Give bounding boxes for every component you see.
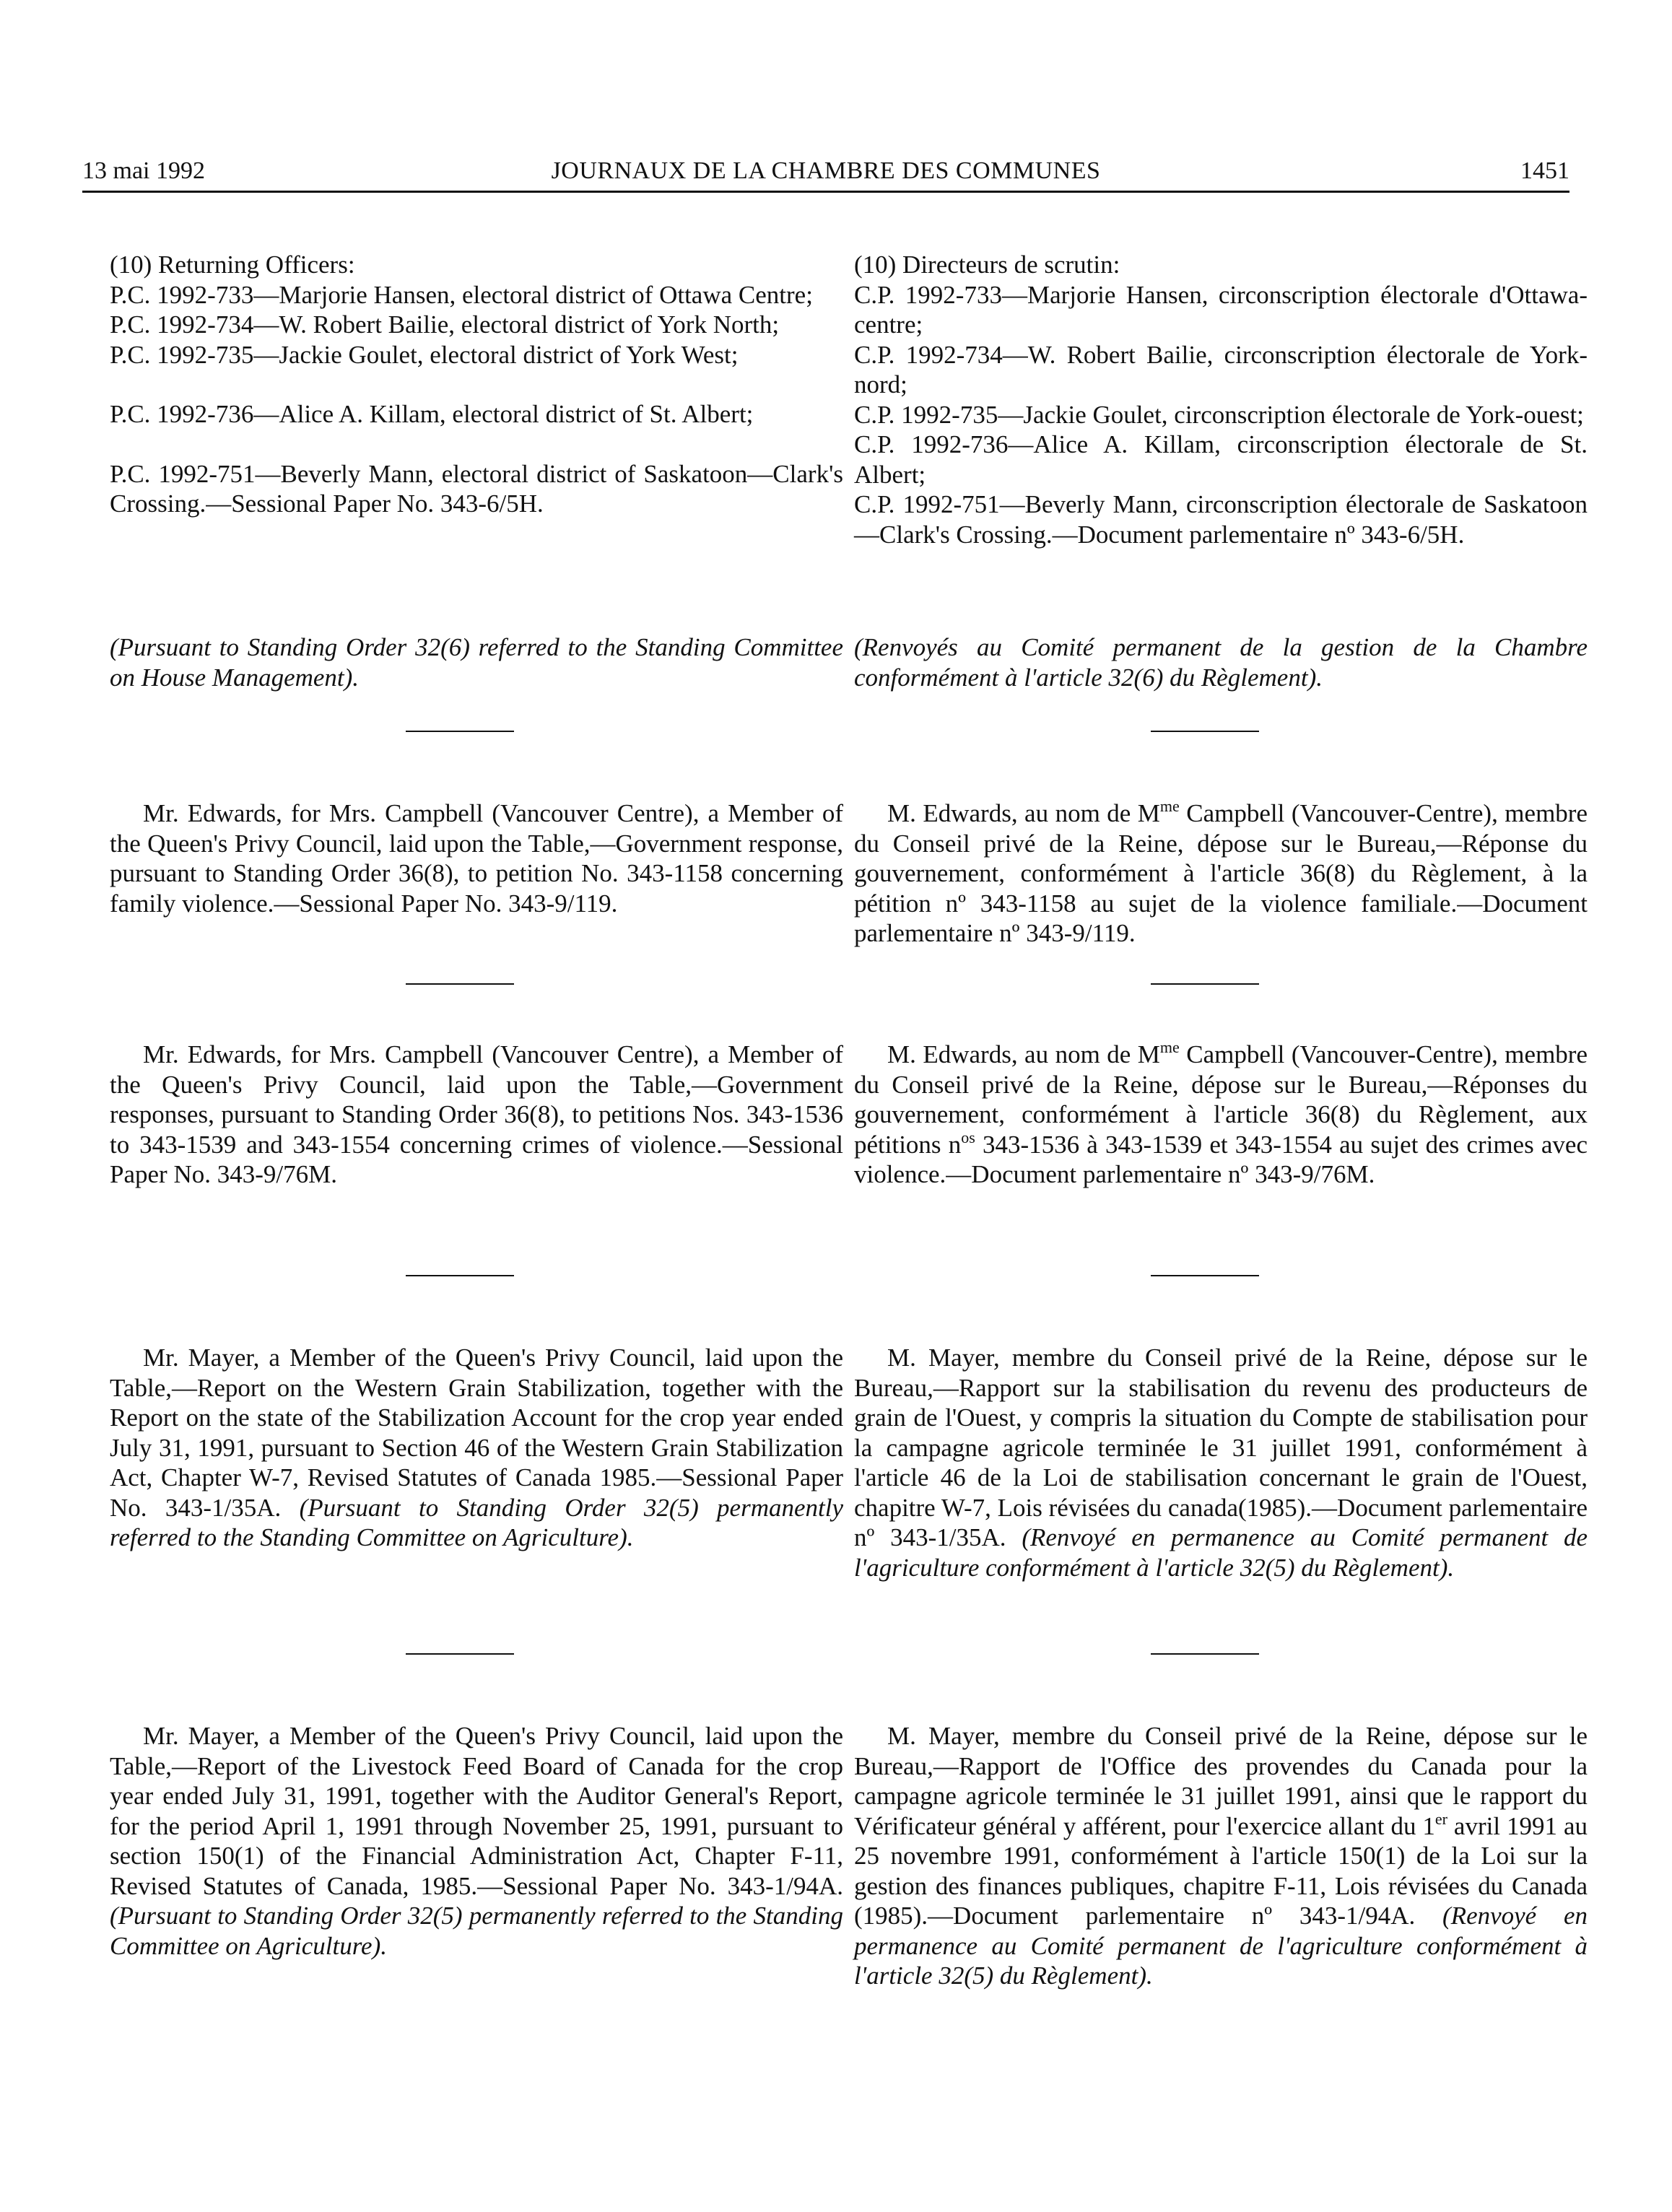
en-separator — [406, 1653, 514, 1655]
en-paragraph-4 — [110, 1721, 843, 1961]
en-returning-item: P.C. 1992-733—Marjorie Hansen, electoral district of Ottawa Centre; — [110, 280, 813, 309]
fr-para4-text-a: M. Mayer, membre du Conseil privé de la Reine, dépose sur le Bureau,—Rapport de l'Office des provendes du Canada pour la campagne agricole terminée le 31 juillet 1991, ainsi que le rapport du Vérificateur général y afférent, pour l'exercice allant du 1 — [854, 1722, 1588, 1840]
fr-para4 — [854, 1721, 1588, 1991]
en-para4 — [110, 1721, 843, 1961]
en-paragraph-3 — [110, 1343, 843, 1553]
fr-para2-sup: me — [1159, 1038, 1180, 1056]
en-para1-text: Mr. Edwards, for Mrs. Campbell (Vancouver Centre), a Member of the Queen's Privy Council, laid upon the Table,—Government response, pursuant to Standing Order 36(8), to petition No. 343-1158 concerning family violence.—Sessional Paper No. 343-9/119. — [110, 799, 843, 918]
fr-para4-sup: er — [1434, 1809, 1447, 1828]
fr-returning-referral: (Renvoyés au Comité permanent de la gestion de la Chambre conformément à l'article 32(6) du Règlement). — [854, 633, 1588, 692]
header-date: 13 mai 1992 — [82, 157, 205, 184]
fr-returning-item: C.P. 1992-734—W. Robert Bailie, circonscription électorale de York-nord; — [854, 340, 1588, 399]
en-para4-text: Mr. Mayer, a Member of the Queen's Privy Council, laid upon the Table,—Report of the Livestock Feed Board of Canada for the crop year ended July 31, 1991, together with the Auditor General's Report, for the period April 1, 1991 through November 25, 1991, pursuant to section 150(1) of the Financial Administration Act, Chapter F-11, Revised Statutes of Canada, 1985.—Sessional Paper No. 343-1/94A. — [110, 1722, 843, 1900]
en-para3-text: Mr. Mayer, a Member of the Queen's Privy Council, laid upon the Table,—Report on the Western Grain Stabilization, together with the Report on the state of the Stabilization Account for the crop year ended July 31, 1991, pursuant to Section 46 of the Western Grain Stabilization Act, Chapter W-7, Revised Statutes of Canada 1985.—Sessional Paper No. 343-1/35A. — [110, 1344, 843, 1522]
en-returning-item: P.C. 1992-736—Alice A. Killam, electoral district of St. Albert; — [110, 400, 754, 428]
en-returning-officers — [110, 250, 843, 519]
en-returning-referral: (Pursuant to Standing Order 32(6) referred to the Standing Committee on House Management). — [110, 633, 843, 692]
fr-para2-text-b: Campbell (Vancouver-Centre), membre du Conseil privé de la Reine, dépose sur le Bureau,—Réponses du gouvernement, conformément à l'article 36(8) du Règlement, aux pétitions n — [854, 1040, 1588, 1159]
fr-para2-text-a: M. Edwards, au nom de M — [887, 1040, 1160, 1068]
fr-para2-text-c: 343-1536 à 343-1539 et 343-1554 au sujet des crimes avec violence.—Document parlementaire nº 343-9/76M. — [854, 1130, 1588, 1188]
fr-separator — [1151, 731, 1259, 732]
en-para4-referral: (Pursuant to Standing Order 32(5) permanently referred to the Standing Committee on Agriculture). — [110, 1902, 843, 1960]
fr-returning-item: C.P. 1992-735—Jackie Goulet, circonscription électorale de York-ouest; — [854, 400, 1584, 429]
fr-returning-item: C.P. 1992-736—Alice A. Killam, circonscription électorale de St. Albert; — [854, 430, 1588, 489]
en-para3 — [110, 1343, 843, 1553]
fr-para4-text-b: avril 1991 au 25 novembre 1991, conformément à l'article 150(1) de la Loi sur la gestion des finances publiques, chapitre F-11, Lois révisées du Canada (1985).—Document parlementaire nº 343-1/94A. — [854, 1811, 1588, 1930]
fr-para4-referral: (Renvoyé en permanence au Comité permanent de l'agriculture conformément à l'article 32(5) du Règlement). — [854, 1902, 1588, 1990]
fr-separator — [1151, 1653, 1259, 1655]
fr-returning-referral-block — [854, 632, 1588, 692]
header-title: JOURNAUX DE LA CHAMBRE DES COMMUNES — [551, 157, 1101, 184]
en-para2-text: Mr. Edwards, for Mrs. Campbell (Vancouver Centre), a Member of the Queen's Privy Council, laid upon the Table,—Government responses, pursuant to Standing Order 36(8), to petitions Nos. 343-1536 to 343-1539 and 343-1554 concerning crimes of violence.—Sessional Paper No. 343-9/76M. — [110, 1040, 843, 1188]
en-separator — [406, 983, 514, 985]
fr-returning-officers — [854, 250, 1588, 549]
header-rule — [82, 191, 1569, 193]
fr-returning-item: C.P. 1992-751—Beverly Mann, circonscription électorale de Saskatoon—Clark's Crossing.—Document parlementaire nº 343-6/5H. — [854, 490, 1588, 549]
en-separator — [406, 731, 514, 732]
running-header — [82, 154, 1569, 188]
fr-para1 — [854, 798, 1588, 949]
fr-returning-item: C.P. 1992-733—Marjorie Hansen, circonscription électorale d'Ottawa-centre; — [854, 280, 1588, 339]
fr-para3-referral: (Renvoyé en permanence au Comité permanent de l'agriculture conformément à l'article 32(5) du Règlement). — [854, 1523, 1588, 1582]
en-returning-item: P.C. 1992-734—W. Robert Bailie, electoral district of York North; — [110, 310, 780, 339]
page-number: 1451 — [1520, 157, 1569, 184]
fr-separator — [1151, 983, 1259, 985]
en-separator — [406, 1275, 514, 1276]
en-returning-item: P.C. 1992-735—Jackie Goulet, electoral district of York West; — [110, 340, 739, 369]
en-paragraph-2 — [110, 1040, 843, 1190]
fr-paragraph-2 — [854, 1040, 1588, 1190]
en-para3-referral: (Pursuant to Standing Order 32(5) permanently referred to the Standing Committee on Agriculture). — [110, 1493, 844, 1551]
fr-para3-text: M. Mayer, membre du Conseil privé de la Reine, dépose sur le Bureau,—Rapport sur la stabilisation du revenu des producteurs de grain de l'Ouest, y compris la situation du Compte de stabilisation pour la campagne agricole terminée le 31 juillet 1991, conformément à l'article 46 de la Loi de stabilisation concernant le grain de l'Ouest, chapitre W-7, Lois révisées du canada(1985).—Document parlementaire nº 343-1/35A. — [854, 1344, 1588, 1551]
fr-para2-sup2: os — [961, 1128, 975, 1146]
fr-para2 — [854, 1040, 1588, 1190]
en-returning-referral-block — [110, 632, 843, 692]
fr-returning-heading: (10) Directeurs de scrutin: — [854, 251, 1120, 279]
en-paragraph-1 — [110, 798, 843, 918]
fr-paragraph-3 — [854, 1343, 1588, 1582]
en-returning-heading: (10) Returning Officers: — [110, 251, 355, 279]
fr-paragraph-1 — [854, 798, 1588, 949]
fr-para1-sup: me — [1159, 797, 1180, 815]
fr-para1-text-b: Campbell (Vancouver-Centre), membre du Conseil privé de la Reine, dépose sur le Bureau,—Réponse du gouvernement, conformément à l'article 36(8) du Règlement, à la pétition nº 343-1158 au sujet de la violence familiale.—Document parlementaire nº 343-9/119. — [854, 799, 1588, 947]
fr-paragraph-4 — [854, 1721, 1588, 1991]
fr-separator — [1151, 1275, 1259, 1276]
fr-para3 — [854, 1343, 1588, 1582]
en-returning-item: P.C. 1992-751—Beverly Mann, electoral district of Saskatoon—Clark's Crossing.—Sessional Paper No. 343-6/5H. — [110, 459, 843, 518]
fr-para1-text-a: M. Edwards, au nom de M — [887, 799, 1160, 827]
